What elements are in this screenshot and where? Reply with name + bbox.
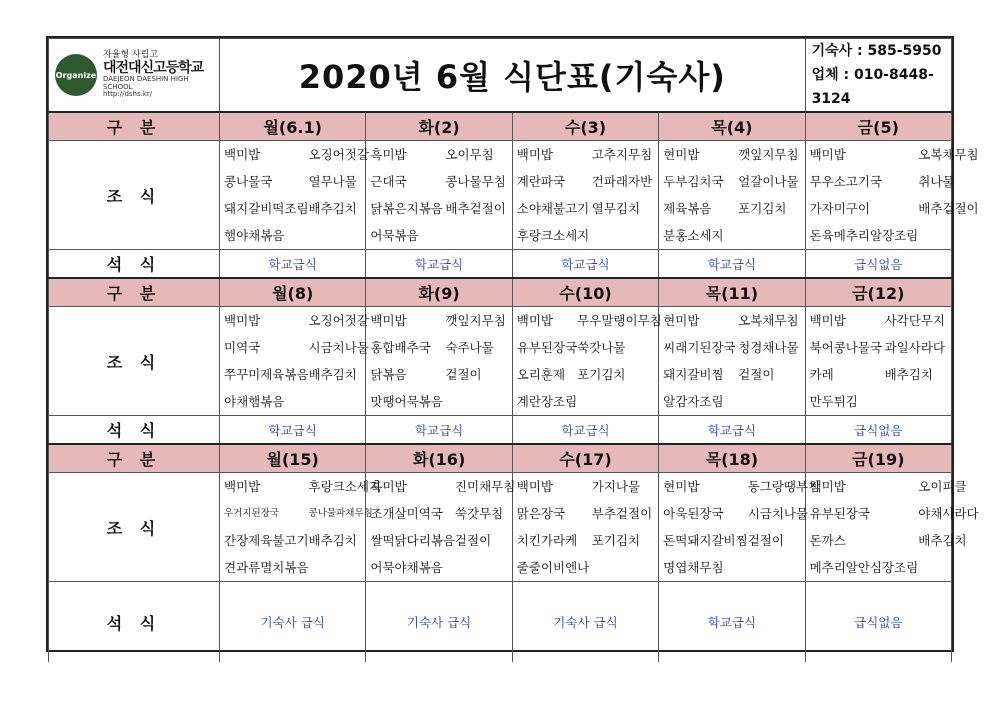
menu-item: 얼갈이나물	[738, 174, 799, 189]
dinner-cell: 학교급식	[220, 416, 366, 445]
breakfast-cell	[805, 307, 951, 416]
dinner-label: 석 식	[49, 582, 220, 663]
header-row	[49, 39, 952, 113]
dinner-row	[49, 582, 952, 663]
dinner-cell: 기숙사 급식	[366, 582, 512, 663]
breakfast-cell	[366, 141, 512, 250]
menu-item: 포기김치	[591, 533, 641, 548]
day-header: 화(16)	[366, 444, 512, 473]
dinner-cell: 학교급식	[220, 250, 366, 279]
breakfast-cell	[366, 473, 516, 582]
menu-item: 흑미밥	[370, 147, 407, 162]
breakfast-row	[49, 473, 952, 582]
menu-item: 알감자조림	[663, 394, 724, 409]
menu-item: 후랑크소세지	[516, 228, 590, 243]
menu-item: 간장제육불고기	[224, 533, 309, 548]
menu-item: 백미밥	[809, 313, 846, 328]
dinner-label: 석 식	[49, 250, 220, 279]
menu-item: 제육볶음	[663, 201, 712, 216]
menu-item: 어묵볶음	[370, 228, 419, 243]
day-header: 목(18)	[659, 444, 805, 473]
menu-item: 가자미구이	[809, 201, 870, 216]
menu-item: 가지나물	[591, 479, 641, 494]
menu-item: 백미밥	[370, 313, 407, 328]
menu-item: 배추김치	[884, 367, 933, 382]
menu-item: 건파래자반	[591, 174, 653, 189]
menu-item: 백미밥	[224, 313, 261, 328]
menu-item: 맑은장국	[516, 506, 566, 521]
menu-item: 깻잎지무침	[738, 147, 799, 162]
menu-item: 오징어젓갈	[308, 147, 369, 162]
breakfast-cell	[659, 141, 805, 250]
contact-info	[805, 39, 951, 113]
menu-item: 시금치나물	[747, 506, 809, 521]
day-header: 수(17)	[512, 444, 658, 473]
school-emblem-icon: Organize	[55, 54, 97, 96]
menu-item	[455, 554, 515, 581]
menu-item	[309, 388, 369, 415]
menu-item: 겉절이	[747, 533, 784, 548]
school-logo-cell	[49, 39, 220, 113]
menu-item: 홍합배추국	[370, 340, 431, 355]
menu-item: 오징어젓갈	[308, 313, 369, 328]
menu-item	[577, 388, 662, 415]
dinner-cell: 기숙사 급식	[512, 582, 658, 663]
menu-item: 줄줄이비엔나	[516, 560, 590, 575]
day-header: 월(8)	[220, 278, 366, 307]
menu-item: 배추김치	[308, 201, 357, 216]
menu-item	[445, 222, 505, 249]
menu-item: 오이피클	[918, 479, 967, 494]
menu-item: 돈육메추리알장조림	[809, 228, 919, 243]
menu-item: 오이무침	[445, 147, 494, 162]
menu-item: 명엽채무침	[663, 560, 724, 575]
menu-item: 포기김치	[738, 201, 787, 216]
menu-item: 돈떡돼지갈비찜	[663, 533, 748, 548]
menu-item: 콩나물파채무침	[308, 508, 373, 519]
dinner-cell: 학교급식	[366, 250, 512, 279]
menu-item: 백미밥	[224, 147, 261, 162]
day-header: 화(2)	[366, 112, 512, 141]
dinner-cell: 급식없음	[805, 250, 951, 279]
menu-item: 쑥갓무침	[454, 506, 504, 521]
menu-item: 겉절이	[445, 367, 482, 382]
day-header: 화(9)	[366, 278, 512, 307]
category-label: 구 분	[49, 278, 220, 307]
page-title: 2020년 6월 식단표(기숙사)	[220, 39, 806, 113]
menu-item: 열무나물	[308, 174, 357, 189]
menu-item: 백미밥	[809, 479, 846, 494]
week-header-row	[49, 112, 952, 141]
menu-item: 쭈꾸미제육볶음	[224, 367, 309, 382]
menu-item: 오리훈제	[516, 367, 566, 382]
menu-item: 아욱된장국	[663, 506, 724, 521]
menu-item	[918, 554, 978, 581]
menu-item: 흑미밥	[370, 479, 407, 494]
menu-item: 쑥갓나물	[577, 340, 626, 355]
breakfast-row	[49, 307, 952, 416]
category-label: 구 분	[49, 444, 220, 473]
contact-dorm: 기숙사 : 585-5950	[811, 43, 942, 59]
menu-item: 겉절이	[738, 367, 775, 382]
contact-vendor: 업체 : 010-8448-3124	[811, 67, 934, 107]
dinner-cell: 학교급식	[659, 582, 805, 663]
menu-item: 유부된장국	[516, 340, 578, 355]
menu-item: 포기김치	[577, 367, 626, 382]
school-name: 대전대신고등학교	[103, 59, 204, 76]
menu-item: 맛땡어묵볶음	[370, 394, 443, 409]
menu-item: 우거지된장국	[224, 508, 280, 519]
menu-item: 어묵야채볶음	[370, 560, 443, 575]
menu-item: 백미밥	[809, 147, 846, 162]
menu-item: 취나물	[918, 174, 955, 189]
menu-item: 청경채나물	[738, 340, 799, 355]
day-header: 금(19)	[805, 444, 951, 473]
menu-item: 사각단무지	[884, 313, 945, 328]
menu-item: 고추지무침	[591, 147, 653, 162]
menu-item: 소야채불고기	[516, 201, 590, 216]
menu-item: 야채사라다	[918, 506, 979, 521]
menu-item: 치킨가라케	[516, 533, 578, 548]
breakfast-cell	[805, 141, 979, 250]
school-url: http://dshs.kr/	[103, 90, 153, 99]
menu-item: 근대국	[370, 174, 407, 189]
day-header: 금(12)	[805, 278, 951, 307]
menu-item: 계란장조림	[516, 394, 578, 409]
menu-item: 돈까스	[809, 533, 846, 548]
breakfast-cell	[220, 141, 369, 250]
menu-item: 돼지갈비떡조림	[224, 201, 309, 216]
menu-item: 무우소고기국	[809, 174, 883, 189]
breakfast-cell	[512, 141, 658, 250]
menu-item: 백미밥	[516, 313, 554, 328]
menu-item: 북어콩나물국	[809, 340, 883, 355]
school-logo	[49, 51, 219, 99]
menu-item: 만두튀김	[809, 394, 858, 409]
menu-item: 후랑크소세지	[308, 479, 381, 494]
menu-item: 닭볶음	[370, 367, 407, 382]
menu-item: 미역국	[224, 340, 261, 355]
breakfast-cell	[512, 473, 658, 582]
menu-item: 메추리알안심장조림	[809, 560, 919, 575]
menu-item: 시금치나물	[308, 340, 369, 355]
menu-item: 계란파국	[516, 174, 566, 189]
menu-item: 야채햄볶음	[224, 394, 285, 409]
breakfast-label: 조 식	[49, 473, 220, 582]
menu-item: 카레	[809, 367, 834, 382]
breakfast-cell	[659, 307, 805, 416]
menu-item: 분홍소세지	[663, 228, 724, 243]
menu-item: 백미밥	[516, 479, 554, 494]
menu-item: 유부된장국	[809, 506, 870, 521]
breakfast-cell	[220, 307, 369, 416]
menu-item: 숙주나물	[445, 340, 494, 355]
week-header-row	[49, 444, 952, 473]
menu-item	[445, 388, 505, 415]
dinner-cell: 급식없음	[805, 416, 951, 445]
dinner-cell: 학교급식	[512, 250, 658, 279]
day-header: 금(5)	[805, 112, 951, 141]
menu-item: 배추김치	[308, 533, 357, 548]
menu-item: 돼지갈비찜	[663, 367, 724, 382]
dinner-cell: 학교급식	[659, 250, 805, 279]
menu-item: 배추겉절이	[918, 201, 979, 216]
menu-item: 배추겉절이	[445, 201, 506, 216]
dinner-cell: 학교급식	[512, 416, 658, 445]
menu-item	[592, 222, 652, 249]
menu-item: 부추겉절이	[591, 506, 653, 521]
breakfast-label: 조 식	[49, 307, 220, 416]
dinner-row	[49, 250, 952, 279]
menu-item: 과일사라다	[884, 340, 945, 355]
menu-item: 현미밥	[663, 147, 700, 162]
dinner-cell: 기숙사 급식	[220, 582, 366, 663]
menu-item: 무우말랭이무침	[577, 313, 662, 328]
dinner-cell: 급식없음	[805, 582, 951, 663]
menu-item: 겉절이	[454, 533, 492, 548]
breakfast-label: 조 식	[49, 141, 220, 250]
day-header: 목(4)	[659, 112, 805, 141]
menu-item: 오복채무침	[918, 147, 979, 162]
day-header: 수(3)	[512, 112, 658, 141]
breakfast-cell	[220, 473, 381, 582]
menu-item: 콩나물무침	[445, 174, 506, 189]
menu-item: 콩나물국	[224, 174, 273, 189]
menu-item: 닭볶은지볶음	[370, 201, 443, 216]
day-header: 목(11)	[659, 278, 805, 307]
menu-sheet	[46, 36, 979, 652]
menu-item: 진미채무침	[454, 479, 516, 494]
week-header-row	[49, 278, 952, 307]
menu-item: 오복채무침	[738, 313, 799, 328]
breakfast-row	[49, 141, 952, 250]
dinner-cell: 학교급식	[366, 416, 512, 445]
menu-item: 현미밥	[663, 313, 700, 328]
menu-item	[918, 222, 978, 249]
menu-item: 견과류멸치볶음	[224, 560, 309, 575]
menu-item: 동그랑땡부침	[747, 479, 821, 494]
breakfast-cell	[805, 473, 979, 582]
menu-item: 쌀떡닭다리볶음	[370, 533, 455, 548]
menu-item	[885, 388, 945, 415]
day-header: 월(15)	[220, 444, 366, 473]
menu-item: 조개살미역국	[370, 506, 443, 521]
menu-item: 배추김치	[308, 367, 357, 382]
day-header: 월(6.1)	[220, 112, 366, 141]
dinner-row	[49, 416, 952, 445]
menu-item: 열무김치	[591, 201, 641, 216]
category-label: 구 분	[49, 112, 220, 141]
dinner-cell: 학교급식	[659, 416, 805, 445]
dinner-label: 석 식	[49, 416, 220, 445]
menu-item: 깻잎지무침	[445, 313, 506, 328]
school-english-name: DAEJEON DAESHIN HIGH SCHOOL	[103, 75, 189, 91]
menu-item: 배추김치	[918, 533, 967, 548]
breakfast-cell	[366, 307, 512, 416]
school-type: 자율형 사립고	[103, 49, 159, 60]
menu-item: 백미밥	[516, 147, 554, 162]
menu-item: 현미밥	[663, 479, 700, 494]
menu-item	[309, 222, 369, 249]
menu-item	[738, 388, 798, 415]
menu-item: 백미밥	[224, 479, 261, 494]
menu-item	[738, 222, 798, 249]
menu-item: 햄야채볶음	[224, 228, 285, 243]
menu-item	[592, 554, 652, 581]
menu-table	[48, 38, 979, 662]
breakfast-cell	[659, 473, 821, 582]
menu-item: 두부김치국	[663, 174, 724, 189]
day-header: 수(10)	[512, 278, 658, 307]
menu-item: 씨래기된장국	[663, 340, 736, 355]
breakfast-cell	[512, 307, 662, 416]
